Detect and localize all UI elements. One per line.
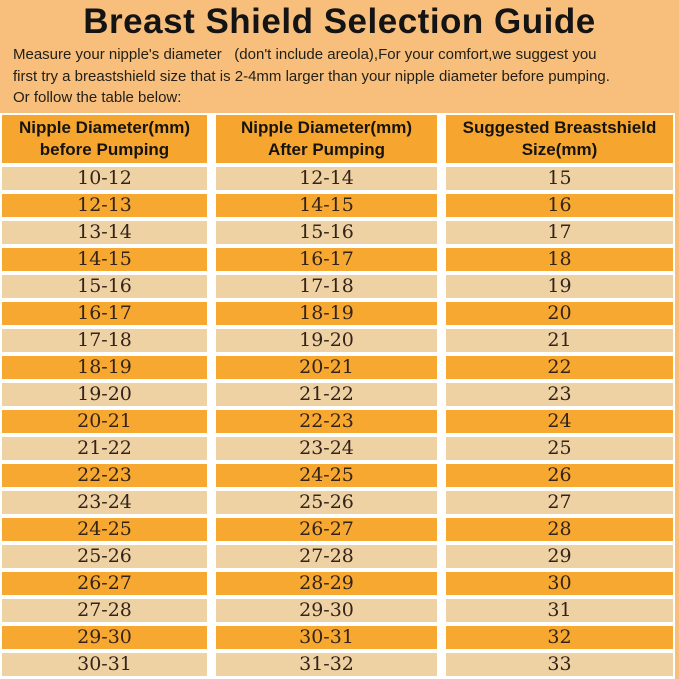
table-cell: 27-28: [216, 545, 437, 568]
table-cell: 16-17: [216, 248, 437, 271]
table-cell: 31: [446, 599, 673, 622]
column-header-suggested-size: [446, 115, 673, 163]
table-cell: 18: [446, 248, 673, 271]
column-header-line: before Pumping: [39, 139, 170, 159]
table-cell: 27: [446, 491, 673, 514]
intro-text: [0, 42, 679, 113]
table-cell: 18-19: [2, 356, 207, 379]
table-cell: 26-27: [216, 518, 437, 541]
table-cell: 21-22: [216, 383, 437, 406]
table-cell: 33: [446, 653, 673, 676]
table-cell: 10-12: [2, 167, 207, 190]
table-cell: 16-17: [2, 302, 207, 325]
table-cell: 30: [446, 572, 673, 595]
table-cell: 22: [446, 356, 673, 379]
table-cell: 18-19: [216, 302, 437, 325]
table-cell: 31-32: [216, 653, 437, 676]
table-cell: 17-18: [216, 275, 437, 298]
table-cell: 30-31: [2, 653, 207, 676]
table-cell: 26-27: [2, 572, 207, 595]
column-header-line: Nipple Diameter(mm): [241, 117, 412, 137]
table-cell: 15-16: [2, 275, 207, 298]
table-cell: 17: [446, 221, 673, 244]
intro-line-3: Or follow the table below:: [13, 89, 182, 106]
table-cell: 24: [446, 410, 673, 433]
table-cell: 30-31: [216, 626, 437, 649]
table-cell: 23: [446, 383, 673, 406]
table-cell: 27-28: [2, 599, 207, 622]
table-cell: 21-22: [2, 437, 207, 460]
table-cell: 23-24: [2, 491, 207, 514]
column-header-line: Size(mm): [521, 139, 598, 159]
column-header-line: Nipple Diameter(mm): [19, 117, 190, 137]
table-cell: 25-26: [216, 491, 437, 514]
table-wrapper: [0, 113, 675, 679]
table-cell: 17-18: [2, 329, 207, 352]
table-cell: 24-25: [216, 464, 437, 487]
table-cell: 29-30: [216, 599, 437, 622]
table-cell: 28-29: [216, 572, 437, 595]
table-cell: 23-24: [216, 437, 437, 460]
table-cell: 15-16: [216, 221, 437, 244]
table-cell: 12-14: [216, 167, 437, 190]
table-cell: 21: [446, 329, 673, 352]
table-cell: 22-23: [216, 410, 437, 433]
table-cell: 22-23: [2, 464, 207, 487]
table-cell: 19-20: [2, 383, 207, 406]
table-cell: 13-14: [2, 221, 207, 244]
table-cell: 12-13: [2, 194, 207, 217]
table-cell: 16: [446, 194, 673, 217]
table-cell: 32: [446, 626, 673, 649]
table-cell: 25: [446, 437, 673, 460]
table-cell: 19: [446, 275, 673, 298]
table-cell: 15: [446, 167, 673, 190]
column-header-line: After Pumping: [267, 139, 386, 159]
table-cell: 19-20: [216, 329, 437, 352]
column-header-after-pumping: [216, 115, 437, 163]
table-cell: 29-30: [2, 626, 207, 649]
table-cell: 25-26: [2, 545, 207, 568]
selection-table: [2, 115, 673, 676]
intro-line-1: Measure your nipple's diameter (don't include areola),For your comfort,we suggest you: [13, 46, 597, 63]
table-cell: 28: [446, 518, 673, 541]
table-cell: 14-15: [2, 248, 207, 271]
table-cell: 20-21: [216, 356, 437, 379]
intro-line-2: first try a breastshield size that is 2-4mm larger than your nipple diameter before pumping.: [13, 67, 610, 85]
table-cell: 20: [446, 302, 673, 325]
table-cell: 14-15: [216, 194, 437, 217]
table-cell: 26: [446, 464, 673, 487]
column-header-line: Suggested Breastshield: [462, 117, 657, 137]
table-cell: 20-21: [2, 410, 207, 433]
table-cell: 24-25: [2, 518, 207, 541]
page-title: Breast Shield Selection Guide: [83, 2, 596, 41]
table-cell: 29: [446, 545, 673, 568]
column-header-before-pumping: [2, 115, 207, 163]
